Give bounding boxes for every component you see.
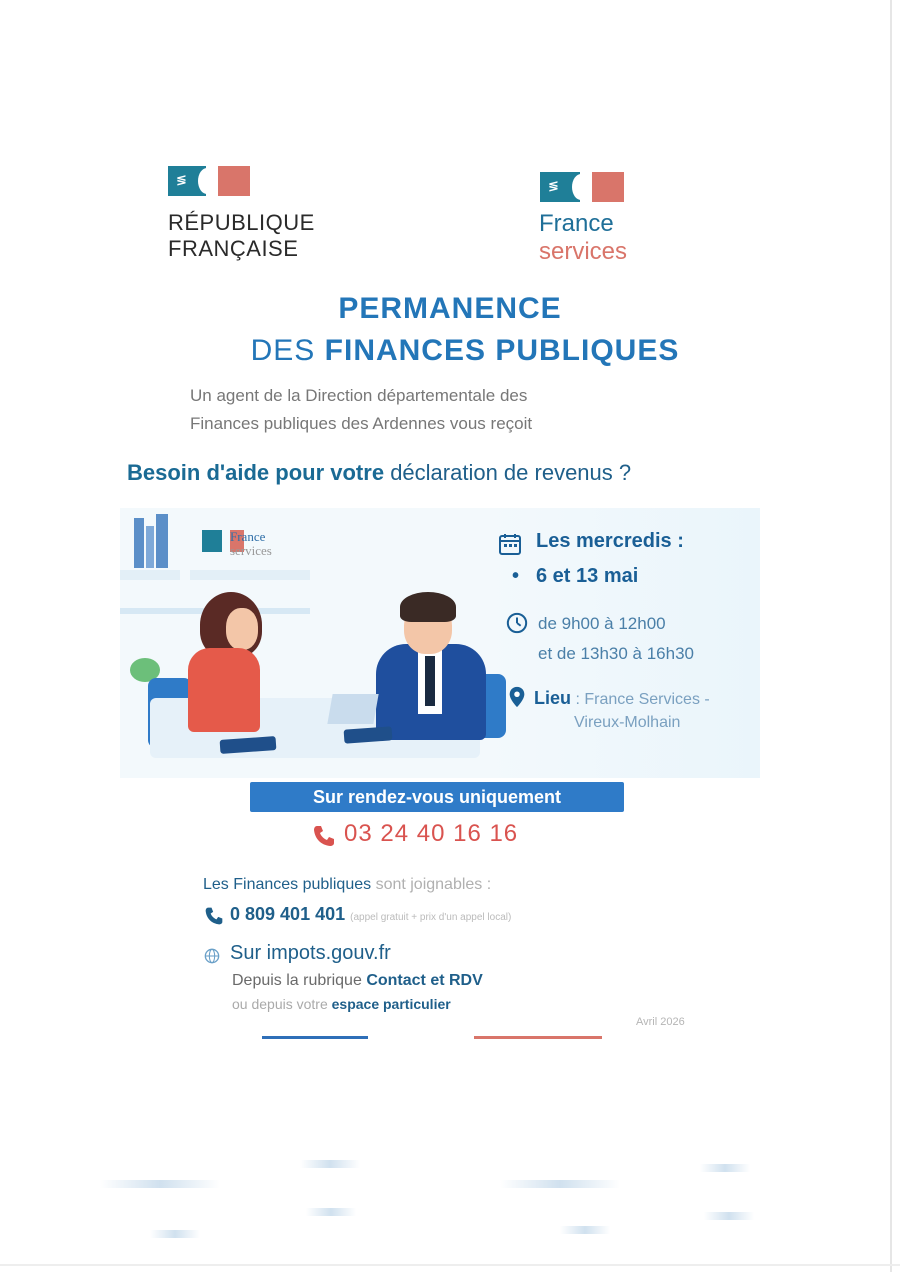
schedule-days: Les mercredis : [536, 530, 684, 552]
date-mark: Avril 2026 [636, 1016, 685, 1028]
place-city: Vireux-Molhain [574, 714, 681, 731]
contact-phone-icon [204, 906, 224, 926]
web-line2-prefix: ou depuis votre [232, 996, 328, 1012]
place-label: Lieu [534, 688, 572, 708]
schedule-hours-line1: de 9h00 à 12h00 [538, 614, 666, 633]
republique-marianne-logo: ≶ [168, 166, 250, 196]
republique-line1: RÉPUBLIQUE [168, 210, 315, 235]
clock-icon [506, 612, 528, 634]
title-line2-prefix: DES [250, 334, 316, 367]
contact-phone-number[interactable] [230, 904, 511, 925]
place-value: : France Services - [575, 691, 710, 708]
intro-line1: Un agent de la Direction départementale des [190, 386, 528, 405]
footer-rule-red [474, 1036, 602, 1039]
schedule-place [534, 688, 710, 709]
website-sub-line2 [232, 996, 451, 1012]
laptop-icon [327, 694, 378, 724]
help-question [127, 460, 631, 486]
contact-phone-digits: 0 809 401 401 [230, 904, 346, 924]
mini-logo-line1: France [230, 529, 266, 544]
question-regular: déclaration de revenus ? [390, 460, 632, 485]
question-bold: Besoin d'aide pour votre [127, 460, 385, 485]
scan-artifact [150, 1230, 200, 1238]
schedule-dates: 6 et 13 mai [536, 565, 639, 587]
contact-heading-bold: Les Finances publiques [203, 876, 372, 893]
republique-francaise-wordmark [168, 210, 315, 262]
page-title-line1: PERMANENCE [338, 292, 562, 325]
republique-line2: FRANÇAISE [168, 236, 299, 261]
france-services-line2: services [539, 238, 628, 265]
location-pin-icon [508, 686, 526, 708]
france-services-marianne-logo: ≶ [540, 172, 624, 202]
mini-logo-text [230, 530, 272, 558]
calendar-icon [498, 532, 522, 556]
page-edge-right [890, 0, 892, 1272]
web-line2-bold: espace particulier [331, 996, 451, 1012]
intro-text [190, 382, 690, 438]
woman-agent-figure [188, 648, 260, 732]
schedule-dates-bullet: • [512, 565, 520, 587]
appointment-only-banner: Sur rendez-vous uniquement [250, 782, 624, 812]
scan-artifact [300, 1160, 360, 1168]
website-link[interactable]: Sur impots.gouv.fr [230, 942, 391, 964]
scan-artifact [306, 1208, 356, 1216]
footer-rule-blue [262, 1036, 368, 1039]
contact-heading-rest: sont joignables : [375, 876, 492, 893]
schedule-hours-line2: et de 13h30 à 16h30 [538, 644, 694, 663]
contact-phone-note: (appel gratuit + prix d'un appel local) [350, 912, 512, 923]
scan-artifact [700, 1164, 750, 1172]
web-line1-prefix: Depuis la rubrique [232, 972, 362, 989]
contact-heading [203, 876, 491, 894]
page-title-line2 [0, 334, 900, 368]
intro-line2: Finances publiques des Ardennes vous reçoit [190, 414, 533, 433]
scan-artifact [100, 1180, 220, 1188]
scan-artifact [500, 1180, 620, 1188]
mini-logo-line2: services [230, 543, 272, 558]
appointment-phone[interactable]: 03 24 40 16 16 [344, 820, 519, 847]
globe-icon [204, 948, 220, 964]
france-services-line1: France [539, 210, 614, 237]
title-line2-bold: FINANCES PUBLIQUES [324, 334, 680, 367]
scan-artifact [704, 1212, 754, 1220]
scan-artifact [560, 1226, 610, 1234]
website-sub-line1 [232, 972, 483, 990]
web-line1-bold: Contact et RDV [366, 972, 483, 989]
phone-icon [312, 824, 336, 848]
page-edge-bottom [0, 1264, 900, 1266]
